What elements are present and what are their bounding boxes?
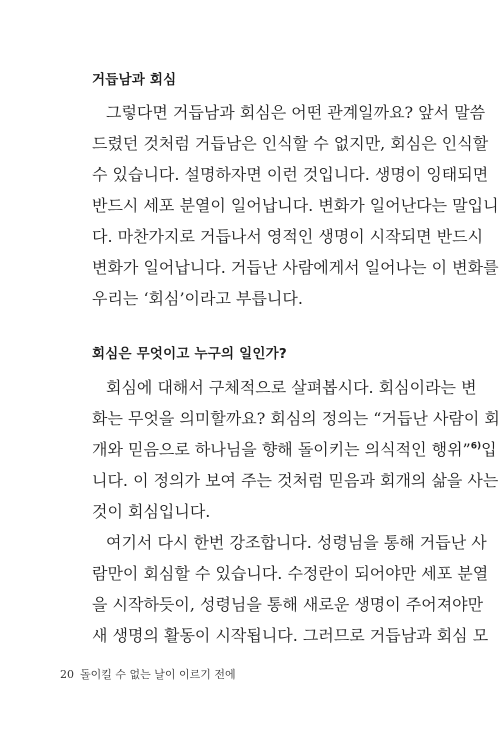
text-line: 드렸던 것처럼 거듭남은 인식할 수 없지만, 회심은 인식할 (92, 134, 489, 153)
text-line: 회심에 대해서 구체적으로 살펴봅시다. 회심이라는 변 (106, 378, 477, 397)
text-line: 변화가 일어납니다. 거듭난 사람에게서 일어나는 이 변화를 (92, 258, 499, 277)
text-segment: 개와 믿음으로 하나님을 향해 돌이키는 의식적인 행위” (92, 440, 471, 459)
section-heading-regeneration-conversion: 거듭남과 회심 (92, 72, 177, 88)
text-line: 반드시 세포 분열이 일어납니다. 변화가 일어난다는 말입니 (92, 196, 499, 215)
text-line: 것이 회심입니다. (92, 502, 211, 521)
footnote-reference[interactable]: 6) (470, 441, 482, 452)
text-line: 다. 마찬가지로 거듭나서 영적인 생명이 시작되면 반드시 (92, 227, 484, 246)
section-heading-what-is-conversion: 회심은 무엇이고 누구의 일인가? (92, 346, 287, 362)
text-segment: 입 (481, 440, 497, 459)
text-line: 람만이 회심할 수 있습니다. 수정란이 되어야만 세포 분열 (92, 564, 489, 583)
text-line: 그렇다면 거듭남과 회심은 어떤 관계일까요? 앞서 말씀 (106, 103, 486, 122)
text-line: 수 있습니다. 설명하자면 이런 것입니다. 생명이 잉태되면 (92, 165, 489, 184)
text-line: 을 시작하듯이, 성령님을 통해 새로운 생명이 주어져야만 (92, 595, 484, 614)
text-line-with-footnote (92, 437, 497, 460)
running-title: 돌이킬 수 없는 날이 이르기 전에 (80, 668, 236, 681)
text-line: 새 생명의 활동이 시작됩니다. 그러므로 거듭남과 회심 모 (92, 626, 489, 645)
page-footer (60, 666, 236, 682)
page-number: 20 (60, 668, 74, 681)
text-line: 우리는 ‘회심’이라고 부릅니다. (92, 289, 303, 308)
text-line: 화는 무엇을 의미할까요? 회심의 정의는 “거듭난 사람이 회 (92, 409, 500, 428)
text-line: 니다. 이 정의가 보여 주는 것처럼 믿음과 회개의 삶을 사는 (92, 471, 499, 490)
text-line: 여기서 다시 한번 강조합니다. 성령님을 통해 거듭난 사 (106, 533, 487, 552)
